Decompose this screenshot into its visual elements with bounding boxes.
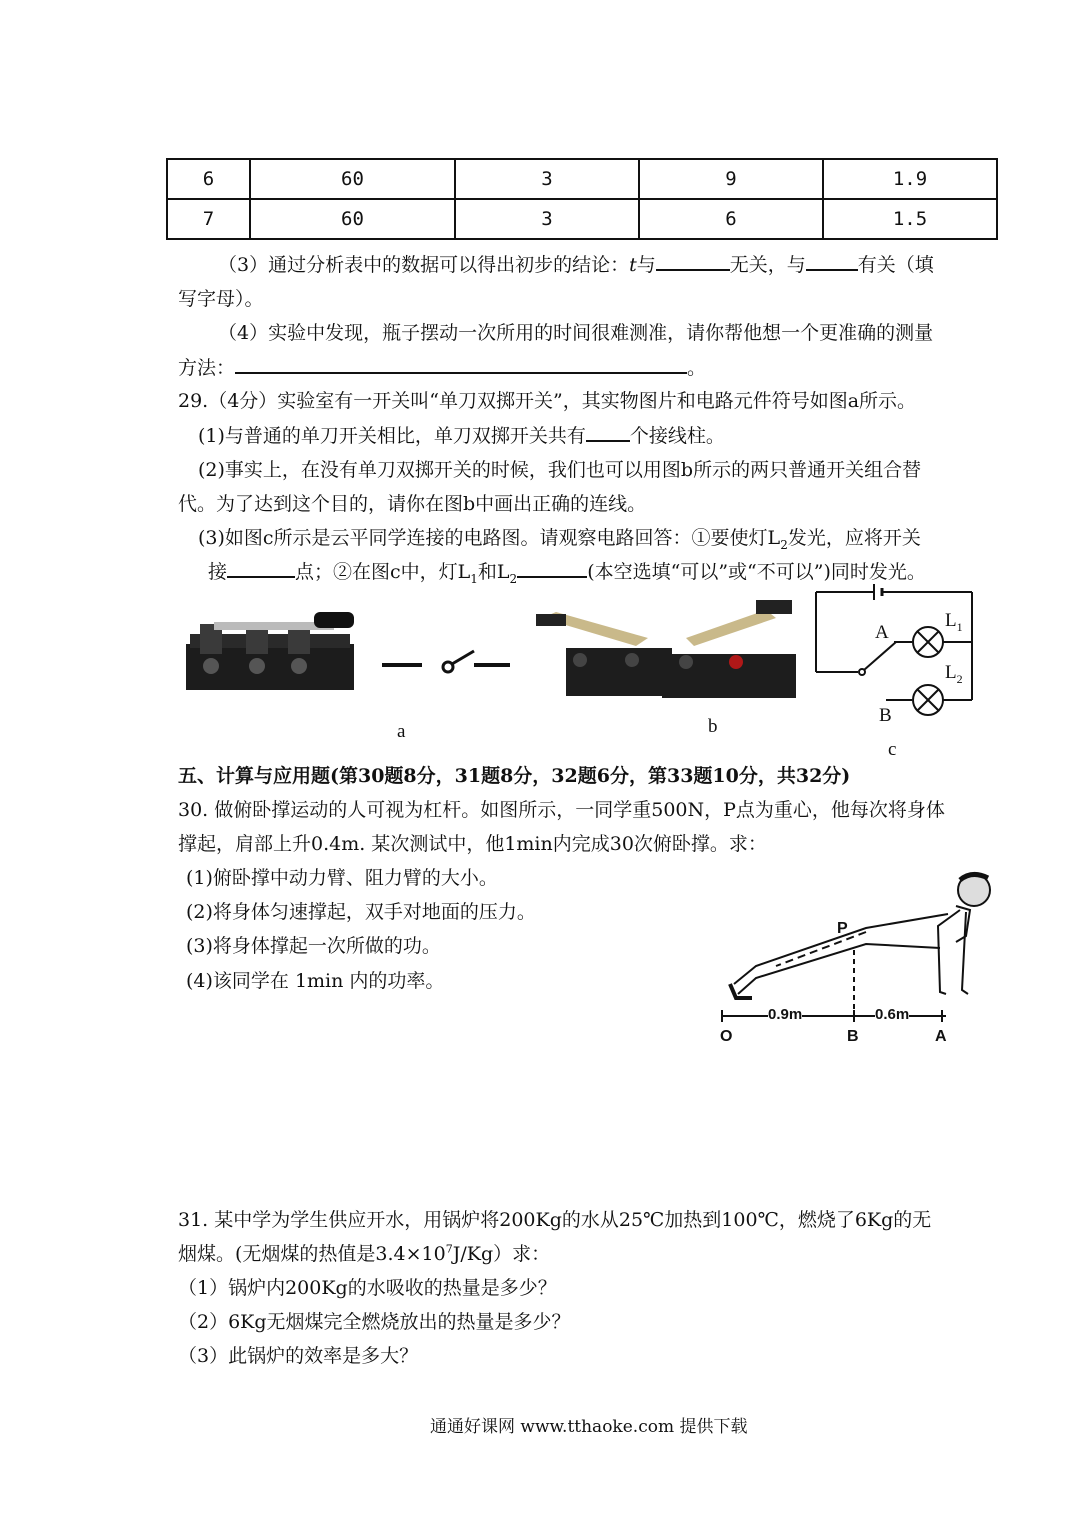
table-row [167, 159, 997, 199]
table-cell: 1.9 [823, 159, 997, 199]
q29-sub3-text: (本空选填“可以”或“不可以”)同时发光。 [587, 561, 926, 583]
table-cell: 60 [250, 159, 455, 199]
pushup-figure [716, 866, 1000, 1052]
answer-blank[interactable] [656, 251, 730, 271]
q29-sub3-text: (3)如图c所示是云平同学连接的电路图。请观察电路回答：①要使灯L [198, 527, 781, 549]
table-cell: 3 [455, 159, 639, 199]
q30-sub3: (3)将身体撑起一次所做的功。 [186, 935, 441, 957]
figure-a-photo [186, 604, 356, 694]
q29-sub1 [198, 421, 725, 448]
data-table [166, 158, 998, 240]
table-cell: 6 [639, 199, 823, 239]
q29-sub2-line2: 代。为了达到这个目的，请你在图b中画出正确的连线。 [178, 493, 647, 515]
circuit-label-A: A [875, 622, 889, 643]
circuit-label-L2 [945, 662, 963, 687]
q29-sub3-text: 发光，应将开关 [787, 527, 921, 549]
subscript: 2 [509, 571, 518, 586]
q31-stem-text: J/Kg）求： [452, 1243, 551, 1265]
page-footer: 通通好课网 www.tthaoke.com 提供下载 [430, 1417, 748, 1437]
table-cell: 1.5 [823, 199, 997, 239]
q28-part3-text: 与 [636, 254, 656, 276]
q30-sub1: (1)俯卧撑中动力臂、阻力臂的大小。 [186, 867, 498, 889]
figure-label-B: B [847, 1028, 859, 1045]
q29-sub1-text: (1)与普通的单刀开关相比，单刀双掷开关共有 [198, 425, 586, 447]
q29-stem: 29.（4分）实验室有一开关叫“单刀双掷开关”，其实物图片和电路元件符号如图a所示。 [178, 390, 917, 412]
figure-label-O: O [720, 1028, 733, 1045]
q29-sub3-text: 和L [477, 561, 510, 583]
q31-stem-text: 烟煤。(无烟煤的热值是3.4×10 [178, 1243, 446, 1265]
circuit-label-B: B [879, 705, 892, 726]
q28-part4-line2 [178, 353, 706, 380]
q31-sub2: （2）6Kg无烟煤完全燃烧放出的热量是多少？ [178, 1311, 571, 1333]
q29-sub1-text: 个接线柱。 [629, 425, 725, 447]
q31-stem-line1: 31. 某中学为学生供应开水，用锅炉将200Kg的水从25℃加热到100℃，燃烧了6Kg的无 [178, 1209, 932, 1231]
lamp-label: L [945, 662, 957, 683]
table-cell: 9 [639, 159, 823, 199]
answer-blank[interactable] [517, 558, 587, 578]
answer-blank[interactable] [806, 251, 858, 271]
answer-blank[interactable] [227, 558, 295, 578]
q30-stem-line2: 撑起，肩部上升0.4m. 某次测试中，他1min内完成30次俯卧撑。求： [178, 833, 767, 855]
answer-blank[interactable] [586, 422, 630, 442]
table-cell: 60 [250, 199, 455, 239]
circuit-diagram-c [808, 584, 980, 716]
figure-b-caption: b [708, 716, 718, 737]
subscript: 1 [956, 619, 963, 634]
q28-part3-line1 [218, 250, 934, 277]
q29-sub3-text: 接 [208, 561, 228, 583]
switch-symbol-icon [378, 645, 518, 685]
figure-a-caption: a [397, 721, 406, 742]
subscript: 1 [470, 571, 478, 586]
q30-sub2: (2)将身体匀速撑起，双手对地面的压力。 [186, 901, 536, 923]
table-cell: 7 [167, 199, 250, 239]
figure-label-A: A [935, 1028, 947, 1045]
table-cell: 6 [167, 159, 250, 199]
q28-part4-line1: （4）实验中发现，瓶子摆动一次所用的时间很难测准，请你帮他想一个更准确的测量 [218, 322, 934, 344]
circuit-label-L1 [945, 610, 963, 635]
table-row [167, 199, 997, 239]
figure-b-photo [536, 598, 798, 702]
q28-part4-text: 。 [687, 357, 707, 379]
q29-sub3-line2 [208, 557, 926, 586]
q29-sub3-line1 [198, 523, 921, 552]
q31-sub3: （3）此锅炉的效率是多大？ [178, 1345, 419, 1367]
figure-distance-0.9m: 0.9m [768, 1006, 803, 1023]
q28-part3-text: 有关（填 [857, 254, 934, 276]
q28-part3-line2: 写字母）。 [178, 288, 264, 310]
subscript: 2 [780, 537, 788, 552]
q31-stem-line2 [178, 1239, 550, 1266]
q30-stem-line1: 30. 做俯卧撑运动的人可视为杠杆。如图所示，一同学重500N，P点为重心，他每次将身体 [178, 799, 945, 821]
q28-part3-text: （3）通过分析表中的数据可以得出初步的结论： [218, 254, 630, 276]
q30-sub4: (4)该同学在 1min 内的功率。 [186, 970, 445, 992]
q29-sub2-line1: (2)事实上，在没有单刀双掷开关的时候，我们也可以用图b所示的两只普通开关组合替 [198, 459, 922, 481]
answer-blank[interactable] [235, 354, 687, 374]
section-title: 五、计算与应用题(第30题8分，31题8分，32题6分，第33题10分，共32分) [178, 765, 851, 787]
q28-var-t: t [629, 254, 637, 276]
q31-sub1: （1）锅炉内200Kg的水吸收的热量是多少？ [178, 1277, 557, 1299]
figure-distance-0.6m: 0.6m [875, 1006, 910, 1023]
q28-part4-text: 方法： [178, 357, 236, 379]
q29-sub3-text: 点；②在图c中，灯L [295, 561, 471, 583]
figure-c-caption: c [888, 739, 897, 760]
figure-label-P: P [837, 920, 848, 937]
q28-part3-text: 无关，与 [729, 254, 806, 276]
superscript: 7 [445, 1242, 453, 1256]
lamp-label: L [945, 610, 957, 631]
subscript: 2 [956, 671, 963, 686]
table-cell: 3 [455, 199, 639, 239]
